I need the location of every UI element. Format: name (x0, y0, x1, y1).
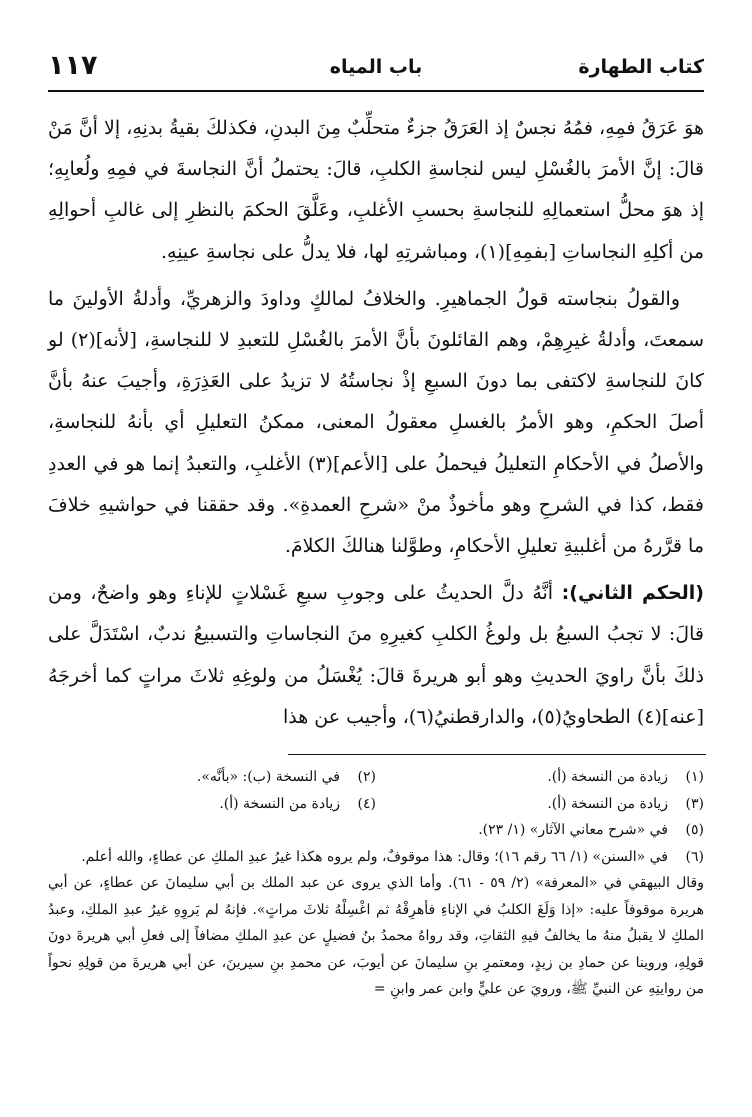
paragraph-3 (48, 573, 704, 738)
footnote-2 (48, 764, 376, 791)
footnote-number: (٤) (357, 795, 376, 812)
footnote-5 (48, 817, 704, 844)
main-text (48, 108, 704, 744)
footnotes (48, 764, 704, 1003)
footnote-number: (٦) (685, 848, 704, 865)
footnote-text: في «شرح معاني الآثار» (١/ ٢٣). (478, 822, 668, 838)
chapter-title: باب المياه (329, 56, 423, 78)
footnote-text: في «السنن» (١/ ٦٦ رقم ١٦)؛ وقال: هذا موقوفٌ، ولم يروه هكذا غيرُ عبدِ الملكِ عن عطاءٍ، والله أعلم. (81, 848, 668, 865)
footnote-number: (٣) (685, 795, 704, 812)
footnote-number: (٥) (685, 822, 704, 838)
footnote-4 (48, 791, 376, 818)
footnote-number: (١) (685, 769, 704, 785)
page-number: ١١٧ (48, 50, 98, 81)
footnote-1 (376, 764, 704, 791)
footnote-text: زيادة من النسخة (أ). (219, 795, 340, 812)
paragraph-2: والقولُ بنجاسته قولُ الجماهيرِ. والخلافُ لمالكٍ وداودَ والزهريِّ، وأدلةُ الأولينَ ما سمعتَ، وأدلةُ غيرِهِمْ، وهم القائلونَ بأنَّ الأمرَ بالغُسْلِ للتعبدِ لا للنجاسةِ، [لأنه](٢) لو كانَ للنجاسةِ لاكتفى بما دونَ السبعِ إذْ نجاستُهُ لا تزيدُ على العَذِرَةِ، وأجيبَ عنهُ بأنَّ أصلَ الحكمِ، وهو الأمرُ بالغسلِ معقولُ المعنى، ممكنُ التعليلِ أي بأنهُ للنجاسةِ، والأصلُ في الأحكامِ التعليلُ فيحملُ على [الأعم](٣) الأغلبِ، والتعبدُ إنما هو في العددِ فقط، كذا في الشرحِ وهو مأخوذٌ منْ «شرحِ العمدةِ». وقد حققنا في حواشيهِ خلافَ ما قرَّرهُ من أغلبيةِ تعليلِ الأحكامِ، وطوَّلنا هنالكَ الكلامَ. (48, 287, 704, 558)
ruling-heading: (الحكم الثاني): (561, 582, 704, 605)
page-header (48, 48, 704, 92)
footnote-text: زيادة من النسخة (أ). (547, 769, 668, 785)
footnote-number: (٢) (357, 769, 376, 785)
footnote-3 (376, 791, 704, 818)
footnote-6-continuation: وقال البيهقي في «المعرفة» (٢/ ٥٩ - ٦١). وأما الذي يروى عن عبد الملك بن أبي سليمانَ عن عطاءٍ، عن أبي هريرة موقوفاً عليه: «إذا وَلَغَ الكلبُ في الإناءِ فأهرِقْهُ ثم اغْسِلْهُ ثلاثَ مراتٍ». فإنهُ لم يَروِهِ غيرُ عبدِ الملكِ، وعبدُ الملكِ لا يقبلُ منهُ ما يخالفُ فيهِ الثقاتِ، وقد رواهُ محمدُ بنُ فضيلٍ عن عبدِ الملكِ مضافاً إلى فعلِ أبي هريرةَ دونَ قولِهِ، وروينا عن حمادِ بن زيدٍ، ومعتمرِ بنِ سليمانَ عن أيوبَ، عن محمدِ بنِ سيرينَ، عن أبي هريرةَ من قولِهِ نحواً من روايتِهِ عن النبيِّ ﷺ، ورويَ عن عليٍّ وابن عمر وابنِ = (48, 875, 704, 997)
footnote-row (48, 791, 704, 818)
paragraph-3-text: أنَّهُ دلَّ الحديثُ على وجوبِ سبعِ غَسْلاتٍ للإناءِ وهو واضحٌ، ومن قالَ: لا تجبُ السبعُ بل ولوغُ الكلبِ كغيرِهِ منَ النجاساتِ والتسبيعُ ندبٌ، اسْتَدَلَّ على ذلكَ بأنَّ راويَ الحديثِ وهو أبو هريرةَ قالَ: يُغْسَلُ من ولوغِهِ ثلاثَ مراتٍ كما أخرجَهُ [عنه](٤) الطحاويُ(٥)، والدارقطنيُ(٦)، وأجيب عن هذا (48, 582, 704, 728)
book-title: كتاب الطهارة (578, 56, 704, 78)
footnote-divider (288, 754, 706, 755)
footnote-text: في النسخة (ب): «بأنَّه». (196, 769, 340, 785)
footnote-text: زيادة من النسخة (أ). (547, 795, 668, 812)
paragraph-1: هوَ عَرَقُ فمِهِ، فمُهُ نجسٌ إذ العَرَقُ جزءٌ متحلِّبٌ مِنَ البدنِ، فكذلكَ بقيةُ بدنِهِ، إلا أنَّ مَنْ قالَ: إنَّ الأمرَ بالغُسْلِ ليس لنجاسةِ الكلبِ، قالَ: يحتملُ أنَّ النجاسةَ في فمِهِ ولُعابِهِ؛ إذ هوَ محلُّ استعمالِهِ للنجاسةِ بحسبِ الأغلبِ، وعَلَّقَ الحكمَ بالنظرِ إلى غالبِ أحوالِهِ من أكلِهِ النجاساتِ [بفمِهِ](١)، ومباشرتِهِ لها، فلا يدلُّ على نجاسةِ عينِهِ. (48, 117, 704, 263)
footnote-row (48, 764, 704, 791)
footnote-6 (48, 844, 704, 871)
